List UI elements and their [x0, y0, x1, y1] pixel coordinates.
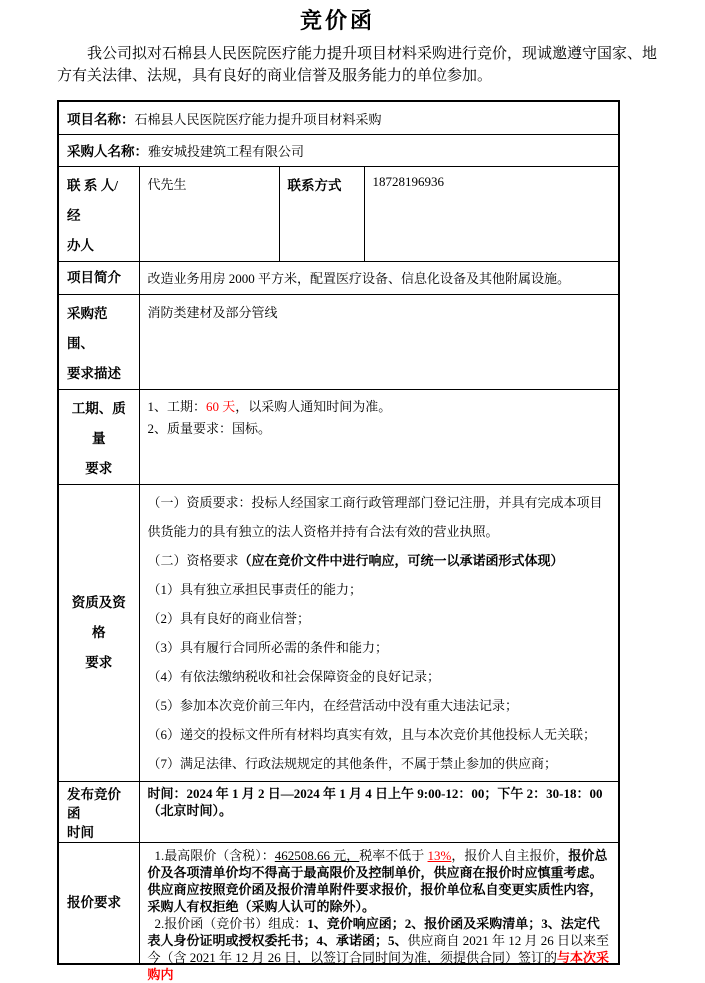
row-contact [58, 166, 619, 261]
schedule-value-cell [139, 389, 619, 484]
contact-name-cell: 代先生 [139, 166, 279, 261]
project-name-label: 项目名称： [67, 111, 135, 127]
qualification-label-cell [58, 484, 139, 781]
scope-label-cell [58, 294, 139, 389]
row-qualification [58, 484, 619, 781]
qualification-item: （6）递交的投标文件所有材料均真实有效，且与本次竞价其他投标人无关联； [147, 726, 597, 742]
overview-label-cell: 项目简介 [58, 261, 139, 294]
qualification-item: （1）具有独立承担民事责任的能力； [147, 581, 363, 597]
row-overview [58, 261, 619, 294]
qualification-item: （二）资格要求（应在竞价文件中进行响应，可统一以承诺函形式体现） [147, 552, 564, 568]
row-quote-requirements [58, 842, 619, 964]
publish-time-label-cell [58, 781, 139, 842]
max-price-underlined: 462508.66 元， [274, 847, 360, 863]
bid-table [57, 100, 620, 982]
purchaser-cell [58, 134, 619, 166]
overview-value-cell: 改造业务用房 2000 平方米，配置医疗设备、信息化设备及其他附属设施。 [139, 261, 619, 294]
schedule-label-line2: 要求 [85, 460, 113, 476]
qualification-item: （4）有依法缴纳税收和社会保障资金的良好记录； [147, 668, 441, 684]
publish-time-value-cell: 时间：2024 年 1 月 2 日—2024 年 1 月 4 日上午 9:00-12：00；下午 2：30-18：00（北京时间）。 [139, 781, 619, 842]
qualification-item: （一）资质要求：投标人经国家工商行政管理部门登记注册，并具有完成本项目供货能力的具有独立的法人资格并持有合法有效的营业执照。 [147, 494, 603, 539]
qualification-item: （5）参加本次竞价前三年内，在经营活动中没有重大违法记录； [147, 697, 519, 713]
purchaser-label: 采购人名称： [67, 144, 148, 159]
publish-time-label-line2: 时间 [67, 824, 94, 840]
contact-method-label-cell: 联系方式 [279, 166, 364, 261]
qualification-label-line2: 要求 [85, 654, 113, 670]
quote-requirements-label-cell: 报价要求 [58, 842, 139, 964]
quote-paragraph-1: 1.最高限价（含税）：462508.66 元，税率不低于 13%，报价人自主报价，报价总价及各项清单价均不得高于最高限价及控制单价，供应商在报价时应慎重考虑。供应商应按照竞价函及报价清单附件要求报价，报价单位私自变更实质性内容，采购人有权拒绝（采购人认可的除外）。 [147, 847, 608, 914]
qualification-value-cell [139, 484, 619, 781]
contact-phone-cell: 18728196936 [364, 166, 619, 261]
scope-label-line1: 采购范围、 [67, 305, 108, 351]
qualification-item: （7）满足法律、行政法规规定的其他条件，不属于禁止参加的供应商； [147, 755, 558, 771]
project-name-cell [58, 101, 619, 134]
row-publish-time [58, 781, 619, 842]
document-title: 竞价函 [299, 8, 375, 33]
quote-paragraph-2: 2.报价函（竞价书）组成：1、竞价响应函；2、报价函及采购清单；3、法定代表人身份证明或授权委托书；4、承诺函；5、供应商自 2021 年 12 月 26 日以来至今（含 2021 年 12 月 26 日，以签订合同时间为准，须提供合同）签订的与本次采购内 [147, 915, 610, 982]
qualification-item: （3）具有履行合同所必需的条件和能力； [147, 639, 389, 655]
schedule-line1: 1、工期：60 天，以采购人通知时间为准。 [147, 398, 392, 414]
red-bold-clause: 与本次采购内 [147, 949, 610, 982]
row-schedule [58, 389, 619, 484]
row-scope [58, 294, 619, 389]
qualification-item: （2）具有良好的商业信誉； [147, 610, 311, 626]
contact-label-line2: 办人 [67, 237, 94, 253]
purchaser-value: 雅安城投建筑工程有限公司 [148, 144, 305, 159]
scope-value-cell: 消防类建材及部分管线 [139, 294, 619, 389]
intro-paragraph: 我公司拟对石棉县人民医院医疗能力提升项目材料采购进行竞价，现诚邀遵守国家、地方有关法律、法规，具有良好的商业信誉及服务能力的单位参加。 [57, 46, 658, 84]
quote-requirements-value-cell [139, 842, 619, 982]
schedule-label-line1: 工期、质量 [71, 400, 126, 446]
quote-requirements-text [147, 847, 611, 982]
project-name-value: 石棉县人民医院医疗能力提升项目材料采购 [134, 111, 382, 127]
contact-label-line1: 联 系 人/经 [67, 177, 119, 223]
tax-rate-red: 13% [427, 847, 452, 863]
publish-time-label-line1: 发布竞价函 [67, 786, 121, 821]
row-purchaser [58, 134, 619, 166]
qualification-label-line1: 资质及资格 [71, 594, 126, 640]
schedule-line2: 2、质量要求：国标。 [147, 420, 272, 436]
contact-label-cell [58, 166, 139, 261]
scope-label-line2: 要求描述 [67, 365, 121, 381]
schedule-duration-red: 60 天 [206, 398, 236, 414]
row-project-name [58, 101, 619, 134]
schedule-label-cell [58, 389, 139, 484]
